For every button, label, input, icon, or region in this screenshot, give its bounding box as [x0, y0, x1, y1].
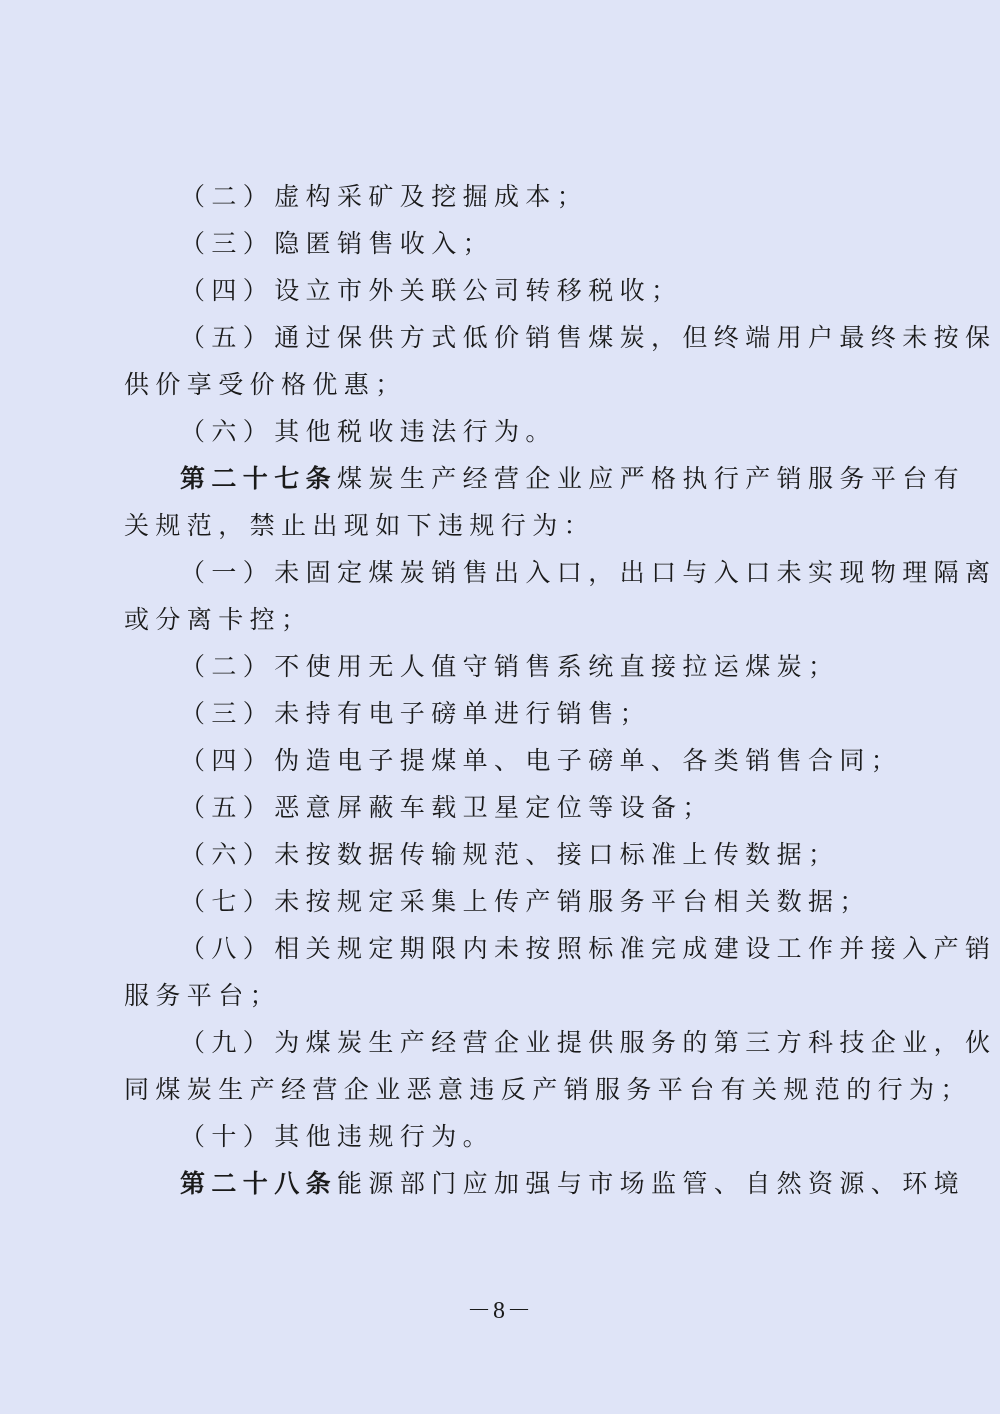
- rule-5-gps-blocking: （五）恶意屏蔽车载卫星定位等设备；: [180, 793, 714, 822]
- rule-8-continuation: 服务平台；: [124, 981, 282, 1010]
- rule-2-unattended-system: （二）不使用无人值守销售系统直接拉运煤炭；: [180, 652, 840, 681]
- item-5-continuation: 供价享受价格优惠；: [124, 370, 407, 399]
- item-4-tax-transfer: （四）设立市外关联公司转移税收；: [180, 276, 683, 305]
- rule-10-other-violations: （十）其他违规行为。: [180, 1122, 495, 1151]
- article-28-paragraph: [180, 1169, 966, 1199]
- article-28-heading: 第二十八条: [180, 1169, 338, 1198]
- item-5-low-price-sales: （五）通过保供方式低价销售煤炭，但终端用户最终未按保: [180, 323, 997, 352]
- rule-6-data-transmission: （六）未按数据传输规范、接口标准上传数据；: [180, 840, 840, 869]
- rule-1-sales-gates: （一）未固定煤炭销售出入口，出口与入口未实现物理隔离: [180, 558, 997, 587]
- rule-8-construction-deadline: （八）相关规定期限内未按照标准完成建设工作并接入产销: [180, 934, 997, 963]
- article-27-paragraph: [180, 464, 966, 494]
- article-27-continuation: 关规范，禁止出现如下违规行为：: [124, 511, 596, 540]
- item-2-fabricated-costs: （二）虚构采矿及挖掘成本；: [180, 182, 589, 211]
- article-28-text: 能源部门应加强与市场监管、自然资源、环境: [337, 1169, 966, 1198]
- rule-4-forged-documents: （四）伪造电子提煤单、电子磅单、各类销售合同；: [180, 746, 903, 775]
- article-27-heading: 第二十七条: [180, 464, 338, 493]
- rule-7-data-collection: （七）未按规定采集上传产销服务平台相关数据；: [180, 887, 871, 916]
- item-3-hidden-income: （三）隐匿销售收入；: [180, 229, 495, 258]
- article-27-text: 煤炭生产经营企业应严格执行产销服务平台有: [337, 464, 966, 493]
- item-6-other-tax-violations: （六）其他税收违法行为。: [180, 417, 557, 446]
- rule-3-electronic-weigh-bill: （三）未持有电子磅单进行销售；: [180, 699, 652, 728]
- rule-1-continuation: 或分离卡控；: [124, 605, 313, 634]
- rule-9-third-party: （九）为煤炭生产经营企业提供服务的第三方科技企业，伙: [180, 1028, 997, 1057]
- rule-9-continuation: 同煤炭生产经营企业恶意违反产销服务平台有关规范的行为；: [124, 1075, 972, 1104]
- page-number: －8－: [467, 1298, 533, 1324]
